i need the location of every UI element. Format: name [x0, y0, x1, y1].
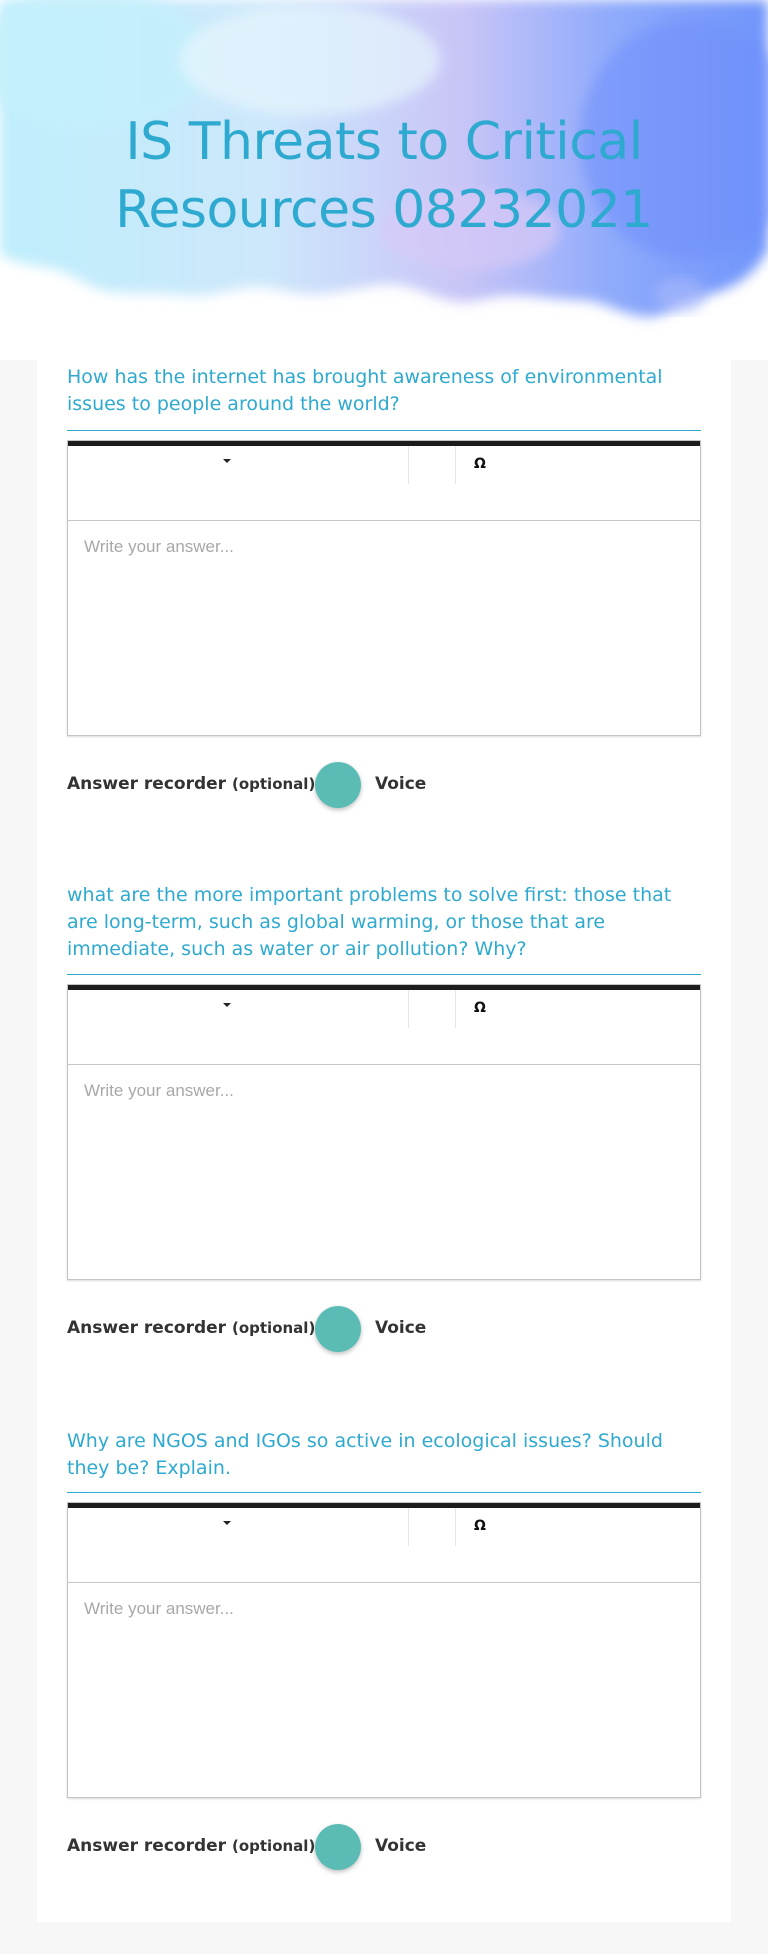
- form-title-line-1: IS Threats to Critical: [125, 112, 643, 172]
- answer-editor: [67, 984, 701, 1280]
- question-2: [67, 882, 701, 1338]
- answer-recorder: [67, 1306, 701, 1352]
- toolbar-separator: [455, 990, 456, 1028]
- recorder-optional-text: (optional): [231, 1837, 316, 1855]
- caret-down-icon: [223, 1521, 231, 1525]
- format-dropdown[interactable]: [68, 1508, 408, 1546]
- form-title-line-2: Resources 08232021: [115, 180, 653, 240]
- omega-icon[interactable]: Ω: [474, 1000, 486, 1016]
- recorder-label-text: Answer recorder: [67, 1318, 227, 1338]
- toolbar-separator: [408, 1508, 409, 1546]
- question-text: Why are NGOS and IGOs so active in ecological issues? Should they be? Explain.: [67, 1430, 663, 1479]
- recorder-label: [67, 774, 328, 794]
- question-text: How has the internet has brought awareness of environmental issues to people around the world?: [67, 366, 663, 415]
- record-button[interactable]: [315, 762, 361, 808]
- answer-editor: [67, 1502, 701, 1798]
- voice-label: Voice: [375, 1836, 427, 1856]
- toolbar-separator: [408, 446, 409, 484]
- question-3: [67, 1428, 701, 1856]
- recorder-label: [67, 1318, 328, 1338]
- caret-down-icon: [223, 1003, 231, 1007]
- header-banner: [0, 0, 768, 360]
- caret-down-icon: [223, 459, 231, 463]
- format-dropdown[interactable]: [68, 446, 408, 484]
- recorder-optional-text: (optional): [231, 775, 316, 793]
- form-card: [37, 360, 731, 1922]
- answer-textarea[interactable]: [68, 1583, 700, 1797]
- format-dropdown[interactable]: [68, 990, 408, 1028]
- question-1: [67, 364, 701, 794]
- omega-icon[interactable]: Ω: [474, 1518, 486, 1534]
- answer-editor: [67, 440, 701, 736]
- question-divider: [67, 430, 701, 431]
- voice-label: Voice: [375, 1318, 427, 1338]
- toolbar-separator: [408, 990, 409, 1028]
- editor-toolbar: [68, 441, 700, 521]
- editor-toolbar: [68, 985, 700, 1065]
- voice-label: Voice: [375, 774, 427, 794]
- question-text: what are the more important problems to solve first: those that are long-term, such as global warming, or those that are immediate, such as water or air pollution? Why?: [67, 884, 672, 960]
- recorder-label: [67, 1836, 328, 1856]
- record-button[interactable]: [315, 1824, 361, 1870]
- recorder-label-text: Answer recorder: [67, 774, 227, 794]
- omega-icon[interactable]: Ω: [474, 456, 486, 472]
- question-divider: [67, 974, 701, 975]
- recorder-optional-text: (optional): [231, 1319, 316, 1337]
- editor-toolbar: [68, 1503, 700, 1583]
- answer-textarea[interactable]: [68, 521, 700, 735]
- answer-recorder: [67, 762, 701, 808]
- answer-recorder: [67, 1824, 701, 1870]
- toolbar-separator: [455, 446, 456, 484]
- form-title: [0, 108, 768, 244]
- answer-textarea[interactable]: [68, 1065, 700, 1279]
- recorder-label-text: Answer recorder: [67, 1836, 227, 1856]
- record-button[interactable]: [315, 1306, 361, 1352]
- question-divider: [67, 1492, 701, 1493]
- toolbar-separator: [455, 1508, 456, 1546]
